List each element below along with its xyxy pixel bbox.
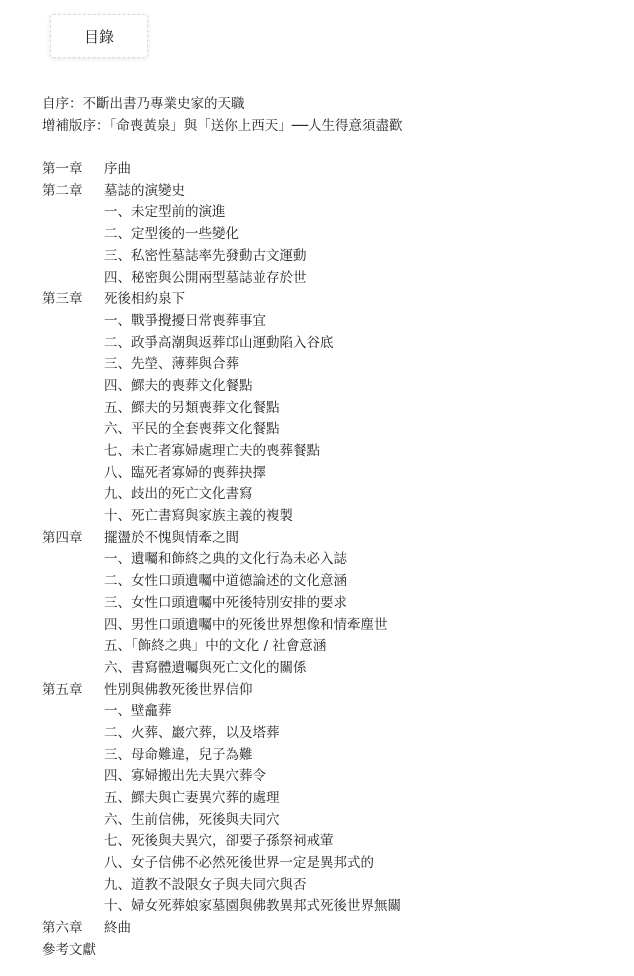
chapter-number: 第三章 (42, 291, 83, 308)
section-entry[interactable]: 二、女性口頭遺囑中道德論述的文化意涵 (104, 573, 347, 590)
section-entry[interactable]: 一、壁龕葬 (104, 703, 172, 720)
chapter-number: 第四章 (42, 529, 83, 546)
chapter-number: 第六章 (42, 920, 83, 937)
section-entry[interactable]: 四、男性口頭遺囑中的死後世界想像和情牽塵世 (104, 616, 388, 633)
chapter-entry[interactable] (42, 181, 624, 203)
section-entry[interactable]: 二、政爭高潮與返葬邙山運動陷入谷底 (104, 334, 334, 351)
section-entry[interactable]: 八、臨死者寡婦的喪葬抉擇 (104, 464, 266, 481)
section-entry[interactable]: 四、秘密與公開兩型墓誌並存於世 (104, 269, 307, 286)
section-entry[interactable]: 六、生前信佛，死後與夫同穴 (104, 811, 280, 828)
chapter-title: 墓誌的演變史 (104, 182, 185, 199)
chapter-list (42, 159, 624, 940)
section-entry[interactable]: 十、死亡書寫與家族主義的複製 (104, 508, 293, 525)
references-entry[interactable]: 參考文獻 (42, 941, 96, 958)
toc-button[interactable] (50, 14, 148, 58)
section-entry[interactable]: 二、火葬、巖穴葬，以及塔葬 (104, 724, 280, 741)
section-entry[interactable]: 二、定型後的一些變化 (104, 226, 239, 243)
chapter-title: 死後相約泉下 (104, 291, 185, 308)
table-of-contents (42, 94, 624, 962)
section-entry[interactable]: 三、女性口頭遺囑中死後特別安排的要求 (104, 594, 347, 611)
section-entry[interactable]: 三、母命難違，兒子為難 (104, 746, 253, 763)
spacer (42, 137, 624, 159)
section-entry[interactable]: 八、女子信佛不必然死後世界一定是異邦式的 (104, 855, 374, 872)
chapter-entry[interactable] (42, 680, 624, 702)
section-entry[interactable]: 一、遺囑和飾終之典的文化行為未必入誌 (104, 551, 347, 568)
chapter-title: 終曲 (104, 920, 131, 937)
section-entry[interactable]: 五、「飾終之典」中的文化 / 社會意涵 (104, 638, 327, 655)
chapter-title: 性別與佛教死後世界信仰 (104, 681, 253, 698)
section-entry[interactable]: 九、歧出的死亡文化書寫 (104, 486, 253, 503)
chapter-number: 第一章 (42, 161, 83, 178)
preface-self[interactable]: 自序：不斷出書乃專業史家的天職 (42, 96, 245, 112)
section-entry[interactable]: 三、私密性墓誌率先發動古文運動 (104, 247, 307, 264)
section-entry[interactable]: 五、鰥夫的另類喪葬文化餐點 (104, 399, 280, 416)
section-entry[interactable]: 六、書寫體遺囑與死亡文化的關係 (104, 659, 307, 676)
chapter-title: 序曲 (104, 161, 131, 178)
section-entry[interactable]: 四、寡婦搬出先夫異穴葬令 (104, 768, 266, 785)
section-entry[interactable]: 十、婦女死葬娘家墓園與佛教異邦式死後世界無關 (104, 898, 401, 915)
section-entry[interactable]: 一、戰爭攪擾日常喪葬事宜 (104, 312, 266, 329)
preface-expanded-edition[interactable]: 增補版序：「命喪黃泉」與「送你上西天」──人生得意須盡歡 (42, 117, 403, 134)
section-entry[interactable]: 九、道教不設限女子與夫同穴與否 (104, 876, 307, 893)
section-entry[interactable]: 七、未亡者寡婦處理亡夫的喪葬餐點 (104, 443, 320, 459)
chapter-number: 第五章 (42, 681, 83, 698)
section-entry[interactable]: 六、平民的全套喪葬文化餐點 (104, 421, 280, 438)
section-entry[interactable]: 四、鰥夫的喪葬文化餐點 (104, 377, 253, 394)
chapter-entry[interactable] (42, 159, 624, 181)
chapter-title: 擺盪於不愧與情牽之間 (104, 529, 239, 546)
section-entry[interactable]: 七、死後與夫異穴，卻要子孫祭祠戒葷 (104, 833, 334, 850)
chapter-number: 第二章 (42, 182, 83, 199)
chapter-entry[interactable] (42, 918, 624, 940)
toc-button-label: 目錄 (83, 27, 114, 46)
section-entry[interactable]: 五、鰥夫與亡妻異穴葬的處理 (104, 790, 280, 806)
section-entry[interactable]: 一、未定型前的演進 (104, 204, 226, 221)
chapter-entry[interactable] (42, 528, 624, 550)
section-entry[interactable]: 三、先塋、薄葬與合葬 (104, 356, 239, 373)
chapter-entry[interactable] (42, 289, 624, 311)
